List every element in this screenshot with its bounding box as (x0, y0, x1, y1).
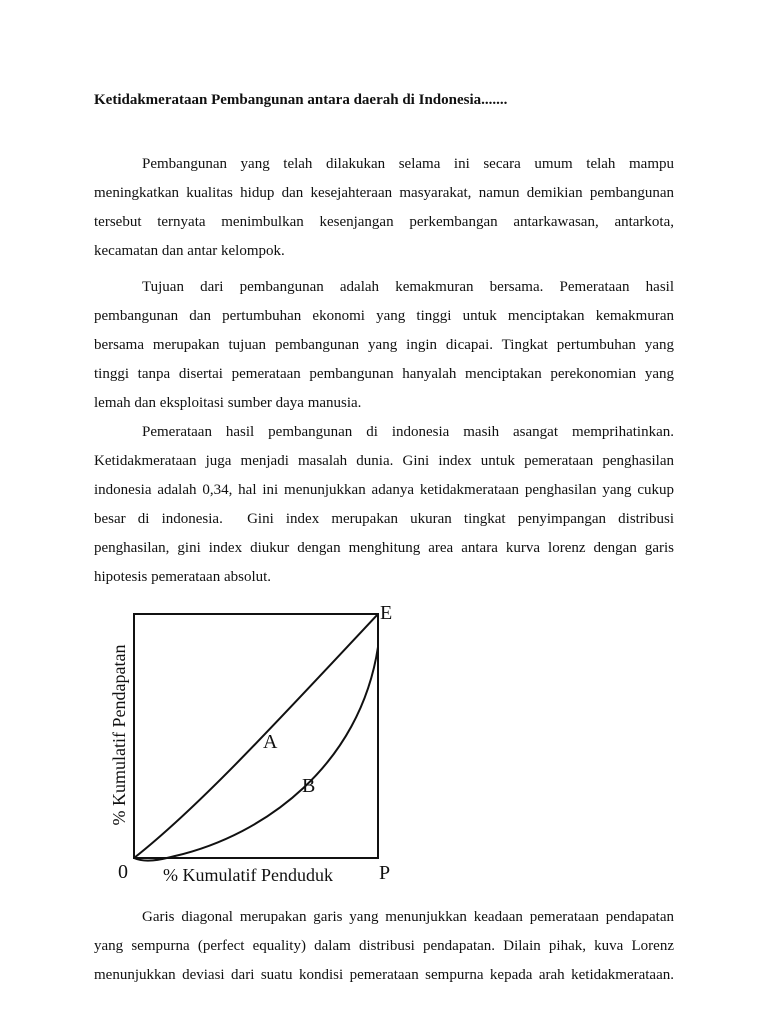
y-axis-label: % Kumulatif Pendapatan (109, 644, 129, 826)
lorenz-curve-figure (95, 595, 415, 895)
text-line: Pemerataan hasil pembangunan di indonesia masih asangat memprihatinkan. (142, 424, 674, 440)
x-axis-label: % Kumulatif Penduduk (163, 865, 333, 885)
document-title: Ketidakmerataan Pembangunan antara daerah di Indonesia....... (94, 92, 508, 108)
text-line: yang sempurna (perfect equality) dalam distribusi pendapatan. Dilain pihak, kuva Lorenz (94, 938, 674, 954)
paragraph-1 (94, 154, 674, 270)
text-line: Tujuan dari pembangunan adalah kemakmuran bersama. Pemerataan hasil (142, 279, 674, 295)
area-a-label: A (263, 731, 278, 753)
text-line: lemah dan eksploitasi sumber daya manusia. (94, 395, 362, 411)
equality-line (134, 614, 378, 858)
text-line: meningkatkan kualitas hidup dan kesejahteraan masyarakat, namun demikian pembangunan (94, 185, 674, 201)
text-line: pembangunan dan pertumbuhan ekonomi yang tinggi untuk menciptakan kemakmuran (94, 308, 674, 324)
label-p: P (379, 862, 391, 884)
origin-label: 0 (118, 861, 128, 883)
text-line: indonesia adalah 0,34, hal ini menunjukkan adanya ketidakmerataan penghasilan yang cukup (94, 482, 674, 498)
text-line: Garis diagonal merupakan garis yang menunjukkan keadaan pemerataan pendapatan (142, 909, 674, 925)
text-line: bersama merupakan tujuan pembangunan yang ingin dicapai. Tingkat pertumbuhan yang (94, 337, 674, 353)
text-line: besar di indonesia. Gini index merupakan ukuran tingkat penyimpangan distribusi (94, 511, 674, 527)
text-line: kecamatan dan antar kelompok. (94, 243, 285, 259)
text-line: menunjukkan deviasi dari suatu kondisi pemerataan sempurna kepada arah ketidakmerataan. (94, 967, 674, 983)
text-line: Pembangunan yang telah dilakukan selama ini secara umum telah mampu (142, 156, 674, 172)
area-b-label: B (302, 775, 316, 797)
text-line: tinggi tanpa disertai pemerataan pembangunan hanyalah menciptakan perekonomian yang (94, 366, 674, 382)
figure-box (134, 614, 378, 858)
text-line: tersebut ternyata menimbulkan kesenjangan perkembangan antarkawasan, antarkota, (94, 214, 674, 230)
label-e: E (380, 602, 393, 624)
text-line: hipotesis pemerataan absolut. (94, 569, 272, 585)
lorenz-curve (134, 614, 378, 861)
paragraph-3 (94, 422, 674, 596)
text-line: Ketidakmerataan juga menjadi masalah dunia. Gini index untuk pemerataan penghasilan (94, 453, 674, 469)
paragraph-2 (94, 277, 674, 422)
text-line: penghasilan, gini index diukur dengan menghitung area antara kurva lorenz dengan garis (94, 540, 674, 556)
paragraph-4 (94, 907, 674, 994)
